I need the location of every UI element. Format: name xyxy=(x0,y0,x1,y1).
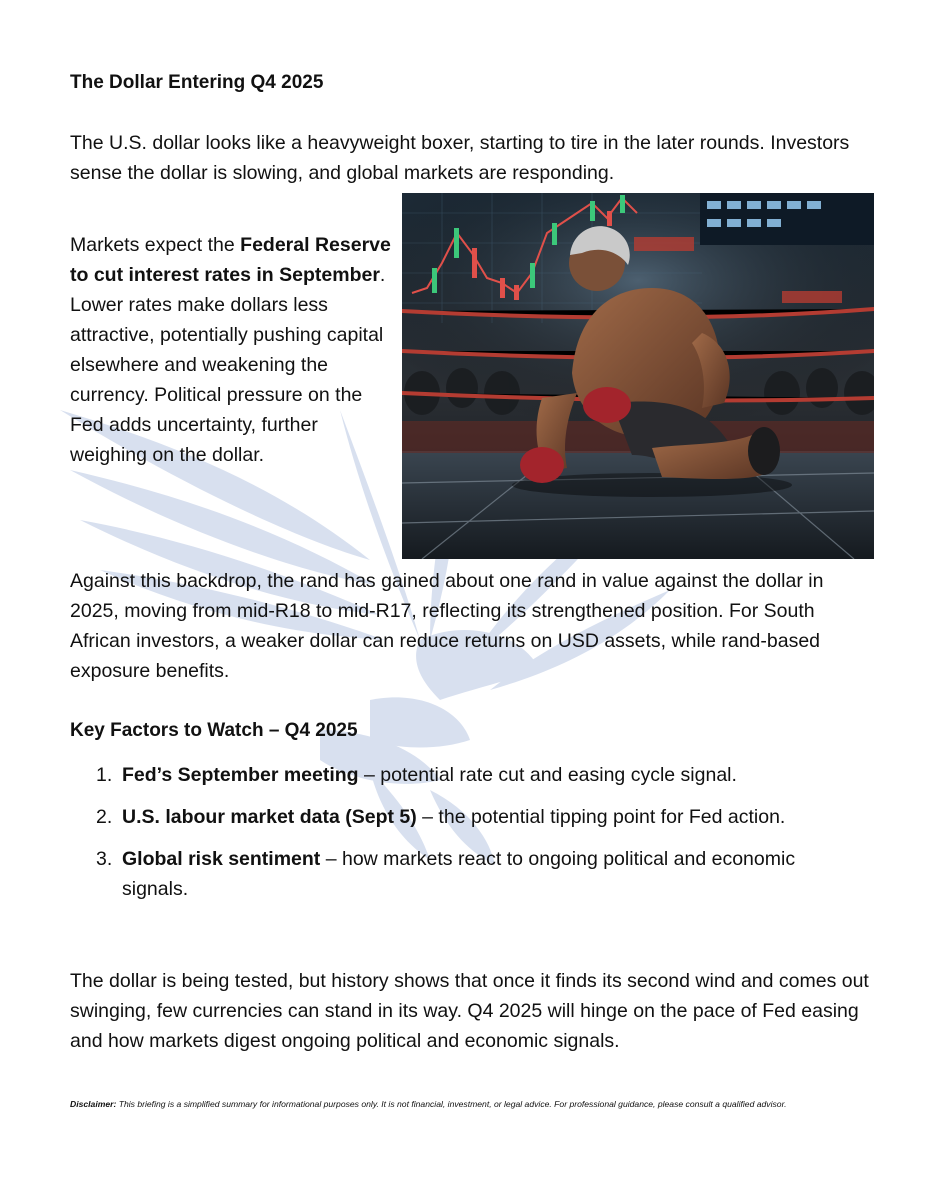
factors-list xyxy=(70,760,830,904)
list-item-number: 2. xyxy=(96,806,113,828)
list-item-detail: – the potential tipping point for Fed action. xyxy=(416,806,786,828)
list-item xyxy=(70,844,830,904)
article-title: The Dollar Entering Q4 2025 xyxy=(70,72,324,93)
rand-paragraph: Against this backdrop, the rand has gained about one rand in value against the dollar in 2025, moving from mid-R18 to mid-R17, reflecting its strengthened position. For South African investors, a weaker dollar can reduce returns on USD assets, while rand-based exposure benefits. xyxy=(70,570,824,682)
disclaimer-text: This briefing is a simplified summary for informational purposes only. It is not financial, investment, or legal advice. For professional guidance, please consult a qualified advisor. xyxy=(116,1099,787,1109)
disclaimer xyxy=(70,1098,860,1110)
list-item xyxy=(70,760,830,790)
list-item-title: Global risk sentiment xyxy=(122,848,321,870)
fed-paragraph xyxy=(70,230,395,470)
list-item-detail: – how markets react to ongoing political and economic signals. xyxy=(122,848,796,900)
list-item-detail: – potential rate cut and easing cycle signal. xyxy=(358,764,737,786)
list-item-number: 1. xyxy=(96,764,113,786)
list-item xyxy=(70,802,830,832)
fed-paragraph-rest: . Lower rates make dollars less attractive, potentially pushing capital elsewhere and weakening the currency. Political pressure on the Fed adds uncertainty, further weighing on the dollar. xyxy=(70,264,386,466)
boxer-kneeling-in-ring-illustration-icon xyxy=(402,193,874,559)
list-item-number: 3. xyxy=(96,848,113,870)
factors-heading: Key Factors to Watch – Q4 2025 xyxy=(70,720,358,741)
closing-paragraph: The dollar is being tested, but history shows that once it finds its second wind and comes out swinging, few currencies can stand in its way. Q4 2025 will hinge on the pace of Fed easing and how markets digest ongoing political and economic signals. xyxy=(70,970,869,1052)
fed-paragraph-emphasis: Federal Reserve to cut interest rates in September xyxy=(70,234,391,286)
disclaimer-label: Disclaimer: xyxy=(70,1099,117,1109)
list-item-title: Fed’s September meeting xyxy=(122,764,359,786)
fed-paragraph-lead: Markets expect the xyxy=(70,234,241,256)
intro-paragraph: The U.S. dollar looks like a heavyweight boxer, starting to tire in the later rounds. Investors sense the dollar is slowing, and global markets are responding. xyxy=(70,132,850,184)
list-item-title: U.S. labour market data (Sept 5) xyxy=(122,806,417,828)
